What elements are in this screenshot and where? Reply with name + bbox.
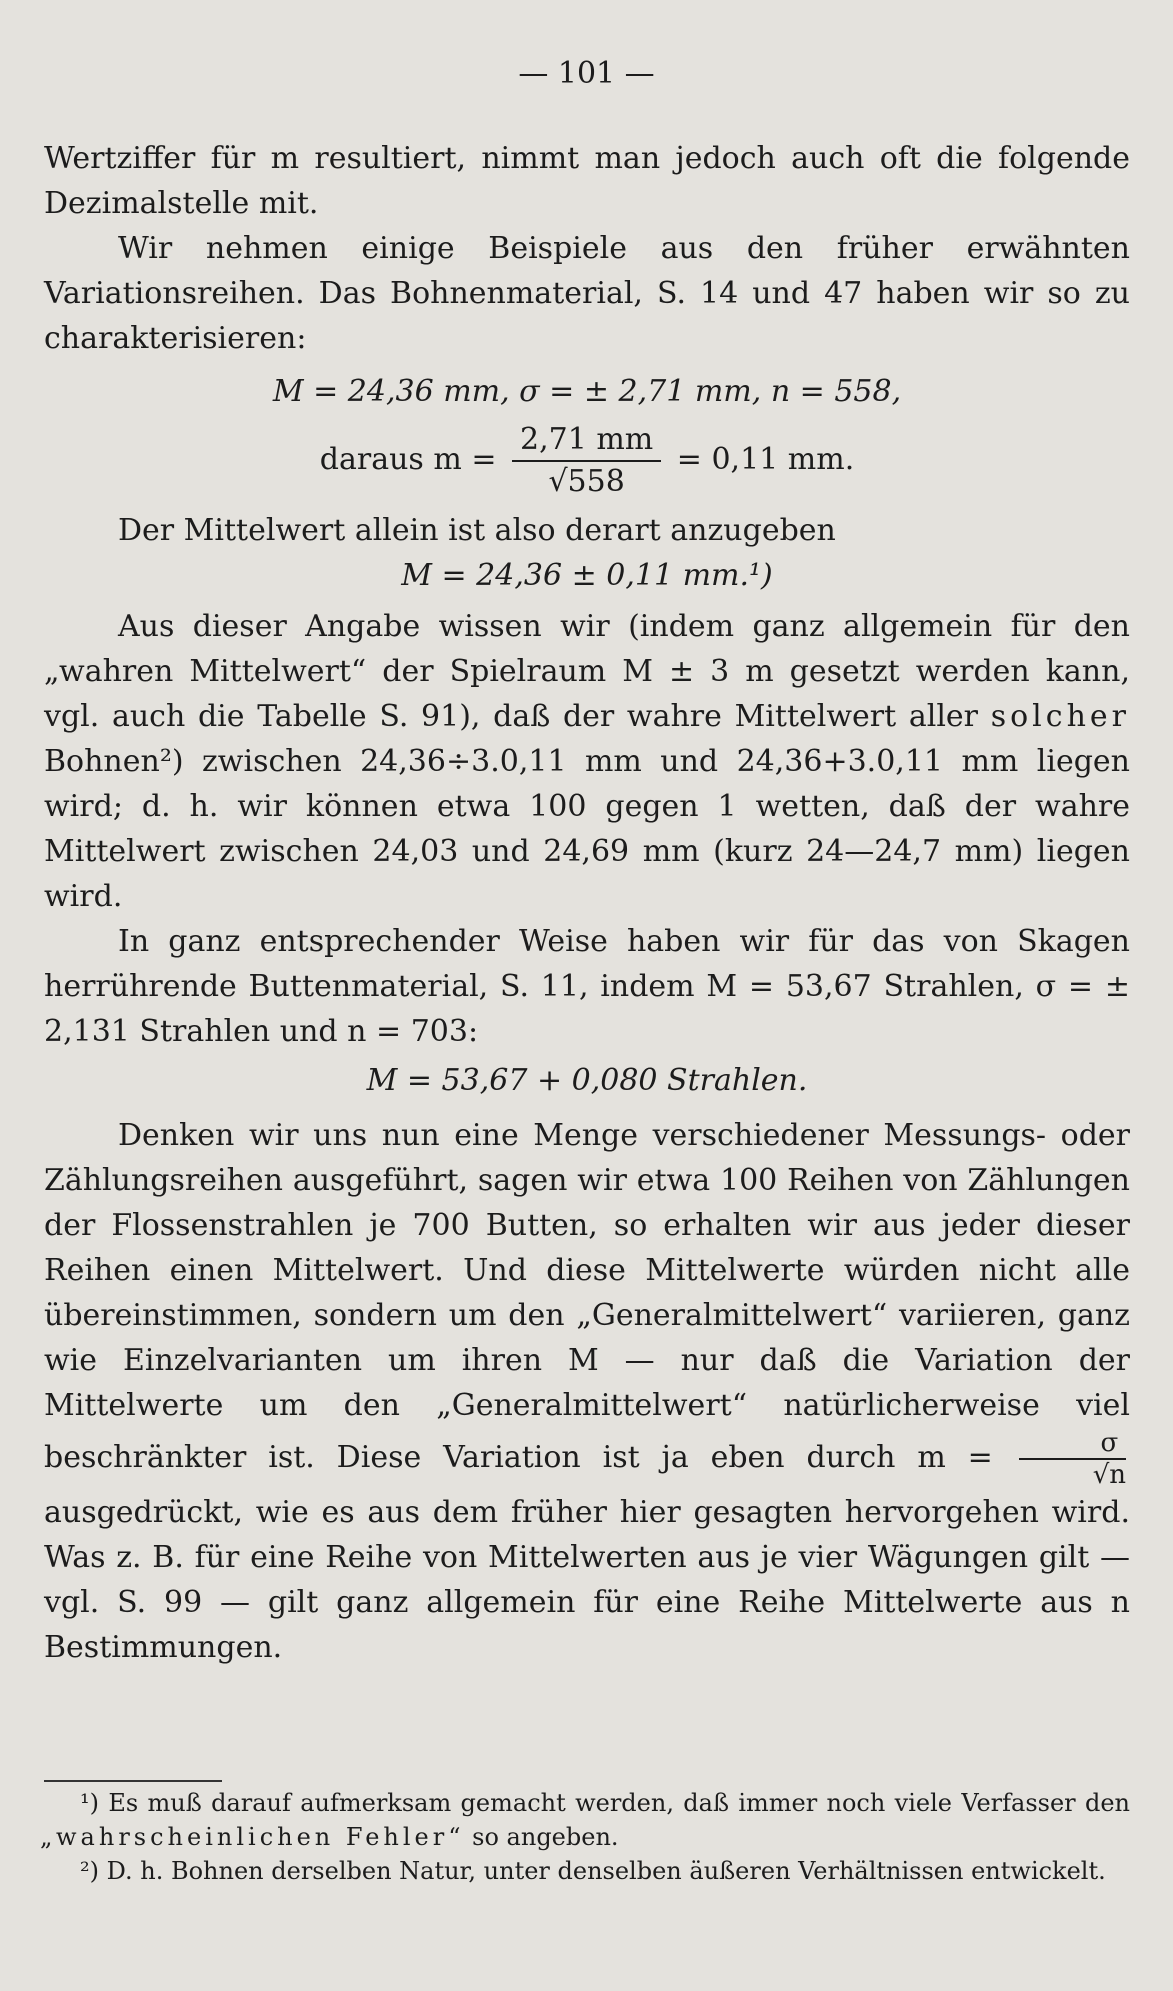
- paragraph-6-fraction: [1019, 1428, 1126, 1490]
- paragraph-5: In ganz entsprechender Weise haben wir für das von Skagen herrührende Buttenmaterial, S. 11, indem M = 53,67 Strahlen, σ = ± 2,131 Strahlen und n = 703:: [44, 924, 1130, 1049]
- paragraph-6: [44, 1113, 1130, 1670]
- equation-2: [44, 420, 1130, 502]
- footnote-1-start: ¹) Es muß darauf aufmerksam gemacht werden, daß immer noch viele Verfasser den: [80, 1789, 1130, 1817]
- paragraph-1: Wertziffer für m resultiert, nimmt man jedoch auch oft die folgende Dezimalstelle mit.: [44, 141, 1130, 221]
- paragraph-4: [44, 604, 1130, 919]
- footnote-2: ²) D. h. Bohnen derselben Natur, unter denselben äußeren Verhältnissen entwickelt.: [80, 1857, 1106, 1885]
- paragraph-6-denominator: √n: [1092, 1460, 1126, 1490]
- footnote-1-end: so angeben.: [472, 1823, 619, 1851]
- page-number: — 101 —: [518, 56, 655, 91]
- equation-3: M = 24,36 ± 0,11 mm.¹): [401, 558, 773, 593]
- equation-4: M = 53,67 + 0,080 Strahlen.: [366, 1063, 808, 1098]
- equation-2-denominator: √558: [548, 464, 625, 499]
- equation-2-numerator: 2,71 mm: [512, 420, 661, 462]
- equation-1: M = 24,36 mm, σ = ± 2,71 mm, n = 558,: [272, 374, 902, 409]
- footnote-1: [40, 1786, 1130, 1854]
- paragraph-6-start: Denken wir uns nun eine Menge verschiedener Messungs- oder Zählungsreihen ausgeführt, sagen wir etwa 100 Reihen von Zählungen der Flossenstrahlen je 700 Butten, so erhalten wir aus jeder dieser Reihen einen Mittelwert. Und diese Mittelwerte würden nicht alle übereinstimmen, sondern um den „Generalmittelwert“ variieren, ganz wie Einzelvarianten um ihren M — nur daß die Variation der Mittelwerte um den „Generalmittelwert“ natürlicherweise viel beschränkter ist. Diese Variation ist ja eben durch m =: [44, 1118, 1130, 1475]
- paragraph-4-spaced: solcher: [990, 699, 1130, 734]
- footnote-1-spaced: „wahrscheinlichen Fehler“: [40, 1823, 465, 1851]
- paragraph-3: Der Mittelwert allein ist also derart anzugeben: [118, 513, 836, 548]
- paragraph-2: Wir nehmen einige Beispiele aus den früher erwähnten Variationsreihen. Das Bohnenmaterial, S. 14 und 47 haben wir so zu charakterisieren:: [44, 231, 1130, 356]
- equation-2-prefix: daraus m =: [319, 442, 497, 477]
- paragraph-4-end: Bohnen²) zwischen 24,36÷3.0,11 mm und 24,36+3.0,11 mm liegen wird; d. h. wir können etwa 100 gegen 1 wetten, daß der wahre Mittelwert zwischen 24,03 und 24,69 mm (kurz 24—24,7 mm) liegen wird.: [44, 744, 1130, 914]
- footnote-divider: [44, 1780, 222, 1782]
- equation-2-suffix: = 0,11 mm.: [676, 442, 855, 477]
- footnotes: [40, 1786, 1130, 1888]
- paragraph-6-end: ausgedrückt, wie es aus dem früher hier gesagten hervorgehen wird. Was z. B. für eine Reihe von Mittelwerten aus je vier Wägungen gilt — vgl. S. 99 — gilt ganz allgemein für eine Reihe Mittelwerte aus n Bestimmungen.: [44, 1495, 1130, 1665]
- equation-2-fraction: [512, 420, 661, 502]
- main-text: [44, 136, 1130, 1670]
- paragraph-6-numerator: σ: [1019, 1428, 1126, 1460]
- paragraph-4-start: Aus dieser Angabe wissen wir (indem ganz allgemein für den „wahren Mittelwert“ der Spielraum M ± 3 m gesetzt werden kann, vgl. auch die Tabelle S. 91), daß der wahre Mittelwert aller: [44, 609, 1130, 734]
